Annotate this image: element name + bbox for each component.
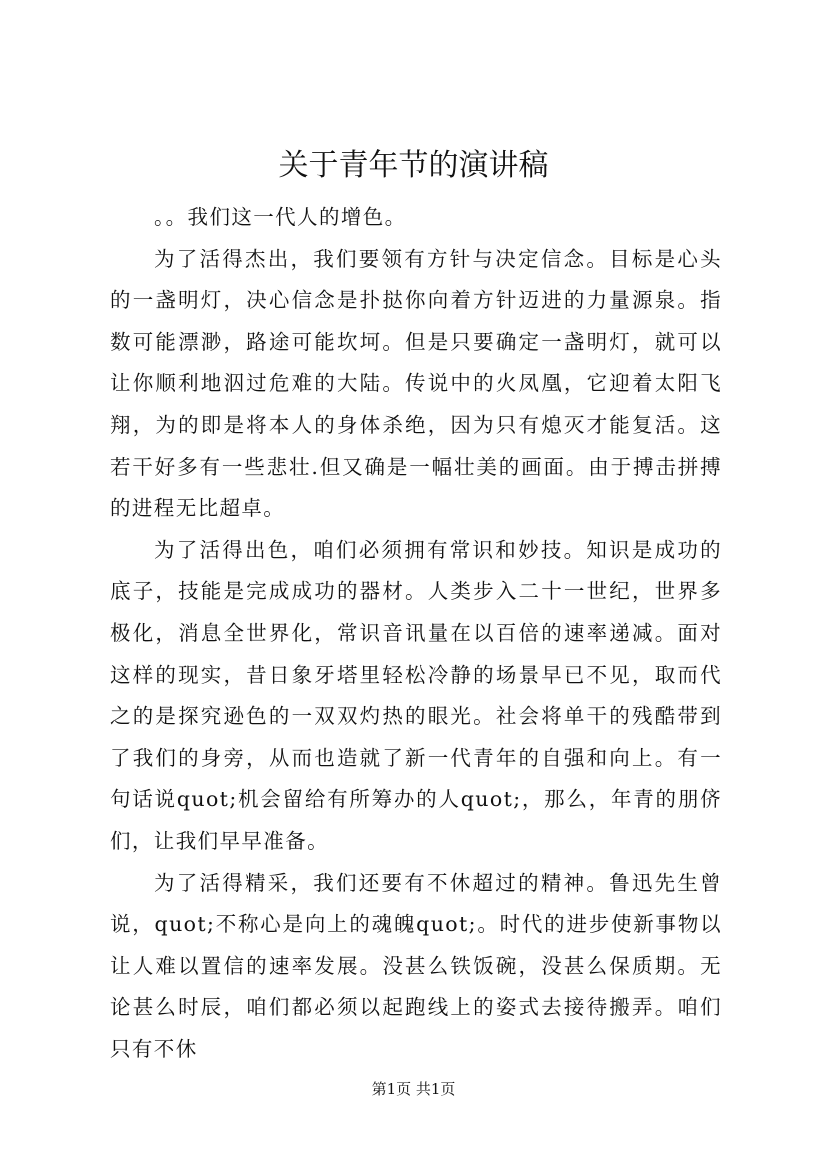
document-body [110,197,722,1070]
paragraph-3: 为了活得出色，咱们必须拥有常识和妙技。知识是成功的底子，技能是完成成功的器材。人类步入二十一世纪，世界多极化，消息全世界化，常识音讯量在以百倍的速率递减。面对这样的现实，昔日象牙塔里轻松冷静的场景早已不见，取而代之的是探究逊色的一双双灼热的眼光。社会将单干的残酷带到了我们的身旁，从而也造就了新一代青年的自强和向上。有一句话说quot;机会留给有所筹办的人quot;，那么，年青的朋侪们，让我们早早准备。 [110,537,722,853]
paragraph-4: 为了活得精采，我们还要有不休超过的精神。鲁迅先生曾说，quot;不称心是向上的魂魄quot;。时代的进步使新事物以让人难以置信的速率发展。没甚么铁饭碗，没甚么保质期。无论甚么时辰，咱们都必须以起跑线上的姿式去接待搬弄。咱们只有不休 [110,870,722,1061]
page-number-label: 第1页 共1页 [371,1080,456,1098]
paragraph-1: 。。我们这一代人的增色。 [154,205,407,229]
page-footer [0,1078,827,1100]
document-title: 关于青年节的演讲稿 [278,148,549,183]
paragraph-2: 为了活得杰出，我们要领有方针与决定信念。目标是心头的一盏明灯，决心信念是扑挞你向着方针迈进的力量源泉。指数可能漂渺，路途可能坎坷。但是只要确定一盏明灯，就可以让你顺利地泅过危难的大陆。传说中的火凤凰，它迎着太阳飞翔，为的即是将本人的身体杀绝，因为只有熄灭才能复活。这若干好多有一些悲壮.但又确是一幅壮美的画面。由于搏击拼搏的进程无比超卓。 [110,246,722,521]
